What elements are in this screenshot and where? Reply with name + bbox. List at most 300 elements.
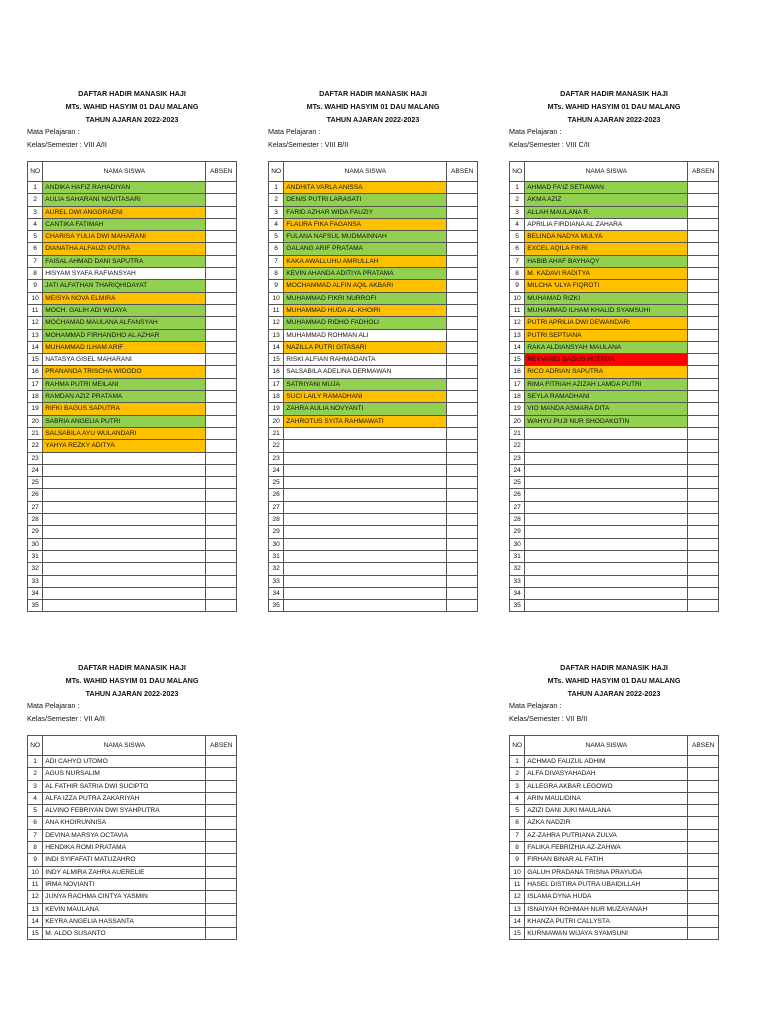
table-row — [510, 538, 719, 550]
row-number: 14 — [269, 341, 284, 353]
absen-cell[interactable] — [688, 903, 719, 915]
absen-cell[interactable] — [206, 915, 237, 927]
absen-cell[interactable] — [206, 378, 237, 390]
absen-cell[interactable] — [447, 391, 478, 403]
absen-cell[interactable] — [447, 280, 478, 292]
table-row — [510, 805, 719, 817]
student-name: DEVINA MARSYA OCTAVIA — [43, 829, 206, 841]
row-number: 24 — [510, 464, 525, 476]
sheet-title: DAFTAR HADIR MANASIK HAJI — [560, 89, 668, 98]
student-name: FULANA NAFSUL MUDMAINNAH — [284, 231, 447, 243]
student-name: M. KADAVI RADITYA — [525, 268, 688, 280]
absen-cell[interactable] — [688, 891, 719, 903]
table-row — [28, 452, 237, 464]
absen-cell[interactable] — [447, 587, 478, 599]
student-name: CHARISA YULIA DWI MAHARANI — [43, 231, 206, 243]
student-name — [525, 600, 688, 612]
student-name: KEVIN MAULANA — [43, 903, 206, 915]
row-number: 1 — [510, 182, 525, 194]
row-number: 19 — [269, 403, 284, 415]
absen-cell[interactable] — [447, 378, 478, 390]
row-number: 25 — [510, 477, 525, 489]
absen-cell[interactable] — [688, 218, 719, 230]
absen-cell[interactable] — [447, 255, 478, 267]
absen-cell[interactable] — [206, 854, 237, 866]
student-name: KEVIN AHANDA ADITIYA PRATAMA — [284, 268, 447, 280]
absen-cell[interactable] — [688, 304, 719, 316]
row-number: 10 — [28, 866, 43, 878]
student-name: MOCHAMAD MAULANA ALFANSYAH — [43, 317, 206, 329]
row-number: 9 — [510, 854, 525, 866]
table-row — [510, 587, 719, 599]
row-number: 2 — [269, 194, 284, 206]
absen-cell[interactable] — [447, 427, 478, 439]
absen-cell[interactable] — [206, 452, 237, 464]
absen-cell[interactable] — [688, 550, 719, 562]
student-name: REYVANDI BAGUS HUTAMA — [525, 354, 688, 366]
column-header-no: NO — [28, 162, 43, 182]
absen-cell[interactable] — [206, 514, 237, 526]
absen-cell[interactable] — [688, 928, 719, 940]
row-number: 2 — [28, 768, 43, 780]
row-number: 16 — [28, 366, 43, 378]
absen-cell[interactable] — [688, 878, 719, 890]
student-name — [43, 526, 206, 538]
table-row — [28, 891, 237, 903]
absen-cell[interactable] — [206, 206, 237, 218]
student-name: RIFKI BAGUS SAPUTRA — [43, 403, 206, 415]
row-number: 20 — [28, 415, 43, 427]
student-name: SABRIA ANGELIA PUTRI — [43, 415, 206, 427]
student-name: MUHAMMAD HUDA AL-KHOIRI — [284, 304, 447, 316]
table-row — [28, 575, 237, 587]
row-number: 32 — [510, 563, 525, 575]
student-name: RAMDAN AZIZ PRATAMA — [43, 391, 206, 403]
absen-cell[interactable] — [206, 243, 237, 255]
absen-cell[interactable] — [688, 354, 719, 366]
absen-cell[interactable] — [206, 489, 237, 501]
absen-cell[interactable] — [206, 280, 237, 292]
absen-cell[interactable] — [447, 194, 478, 206]
absen-cell[interactable] — [206, 768, 237, 780]
row-number: 9 — [28, 854, 43, 866]
absen-cell[interactable] — [688, 768, 719, 780]
absen-cell[interactable] — [206, 268, 237, 280]
absen-cell[interactable] — [447, 206, 478, 218]
absen-cell[interactable] — [447, 218, 478, 230]
student-name: ANDHITA VARLA ANISSA — [284, 182, 447, 194]
table-row — [269, 292, 478, 304]
subject-label: Mata Pelajaran : — [27, 127, 80, 136]
absen-cell[interactable] — [447, 489, 478, 501]
absen-cell[interactable] — [688, 440, 719, 452]
student-name — [284, 514, 447, 526]
student-name: MUHAMMAD ILHAM ARIF — [43, 341, 206, 353]
absen-cell[interactable] — [688, 464, 719, 476]
student-name: ALFA DIVASYAHADAH — [525, 768, 688, 780]
table-row — [269, 514, 478, 526]
student-name — [284, 452, 447, 464]
absen-cell[interactable] — [206, 928, 237, 940]
absen-cell[interactable] — [447, 575, 478, 587]
table-row — [269, 194, 478, 206]
absen-cell[interactable] — [447, 317, 478, 329]
column-header-no: NO — [510, 162, 525, 182]
table-row — [510, 255, 719, 267]
absen-cell[interactable] — [206, 756, 237, 768]
row-number: 30 — [28, 538, 43, 550]
table-row — [28, 427, 237, 439]
absen-cell[interactable] — [206, 427, 237, 439]
absen-cell[interactable] — [447, 600, 478, 612]
column-header-name: NAMA SISWA — [284, 162, 447, 182]
table-row — [28, 854, 237, 866]
table-row — [510, 341, 719, 353]
absen-cell[interactable] — [447, 231, 478, 243]
student-name: KURNIAWAN WIJAYA SYAMSUNI — [525, 928, 688, 940]
absen-cell[interactable] — [206, 501, 237, 513]
absen-cell[interactable] — [206, 255, 237, 267]
absen-cell[interactable] — [688, 292, 719, 304]
attendance-table — [268, 161, 478, 612]
absen-cell[interactable] — [447, 304, 478, 316]
absen-cell[interactable] — [688, 526, 719, 538]
student-name: ISLAMA DYNA HUDA — [525, 891, 688, 903]
row-number: 6 — [28, 817, 43, 829]
row-number: 33 — [28, 575, 43, 587]
row-number: 8 — [28, 842, 43, 854]
table-row — [510, 194, 719, 206]
absen-cell[interactable] — [688, 817, 719, 829]
table-row — [28, 292, 237, 304]
absen-cell[interactable] — [688, 206, 719, 218]
table-row — [28, 928, 237, 940]
table-header-row — [28, 736, 237, 756]
absen-cell[interactable] — [688, 489, 719, 501]
student-name — [43, 489, 206, 501]
school-name: MTs. WAHID HASYIM 01 DAU MALANG — [65, 102, 199, 111]
absen-cell[interactable] — [206, 550, 237, 562]
absen-cell[interactable] — [447, 464, 478, 476]
row-number: 26 — [510, 489, 525, 501]
table-row — [28, 378, 237, 390]
absen-cell[interactable] — [688, 182, 719, 194]
table-row — [28, 464, 237, 476]
absen-cell[interactable] — [688, 514, 719, 526]
table-row — [510, 600, 719, 612]
absen-cell[interactable] — [206, 842, 237, 854]
absen-cell[interactable] — [447, 452, 478, 464]
table-row — [28, 866, 237, 878]
student-name — [43, 575, 206, 587]
absen-cell[interactable] — [206, 329, 237, 341]
absen-cell[interactable] — [688, 538, 719, 550]
row-number: 21 — [510, 427, 525, 439]
table-row — [269, 231, 478, 243]
student-name — [284, 600, 447, 612]
absen-cell[interactable] — [688, 329, 719, 341]
absen-cell[interactable] — [206, 304, 237, 316]
row-number: 8 — [28, 268, 43, 280]
absen-cell[interactable] — [688, 341, 719, 353]
absen-cell[interactable] — [206, 464, 237, 476]
table-row — [28, 563, 237, 575]
row-number: 4 — [510, 218, 525, 230]
student-name — [43, 477, 206, 489]
student-name — [525, 427, 688, 439]
row-number: 16 — [510, 366, 525, 378]
absen-cell[interactable] — [447, 501, 478, 513]
student-name: KHANZA PUTRI CALLYSTA — [525, 915, 688, 927]
table-header-row — [510, 162, 719, 182]
absen-cell[interactable] — [206, 538, 237, 550]
absen-cell[interactable] — [206, 526, 237, 538]
row-number: 10 — [510, 292, 525, 304]
row-number: 5 — [28, 231, 43, 243]
student-name: SALSABILA ADELINA DERMAWAN — [284, 366, 447, 378]
absen-cell[interactable] — [688, 915, 719, 927]
student-name: RICO ADRIAN SAPUTRA — [525, 366, 688, 378]
row-number: 29 — [269, 526, 284, 538]
subject-label: Mata Pelajaran : — [509, 701, 562, 710]
student-name: ALLEGRA AKBAR LEGOWO — [525, 780, 688, 792]
absen-cell[interactable] — [688, 477, 719, 489]
student-name — [284, 563, 447, 575]
table-row — [510, 891, 719, 903]
table-row — [269, 354, 478, 366]
table-row — [28, 280, 237, 292]
academic-year: TAHUN AJARAN 2022-2023 — [567, 689, 661, 698]
absen-cell[interactable] — [688, 563, 719, 575]
absen-cell[interactable] — [447, 415, 478, 427]
row-number: 11 — [28, 304, 43, 316]
absen-cell[interactable] — [206, 575, 237, 587]
absen-cell[interactable] — [688, 501, 719, 513]
absen-cell[interactable] — [206, 218, 237, 230]
table-header-row — [510, 736, 719, 756]
student-name — [525, 538, 688, 550]
absen-cell[interactable] — [447, 329, 478, 341]
student-name: ALFA IZZA PUTRA ZAKARIYAH — [43, 792, 206, 804]
column-header-absen: ABSEN — [447, 162, 478, 182]
absen-cell[interactable] — [206, 391, 237, 403]
table-row — [269, 538, 478, 550]
absen-cell[interactable] — [688, 842, 719, 854]
absen-cell[interactable] — [688, 452, 719, 464]
table-row — [510, 427, 719, 439]
absen-cell[interactable] — [206, 366, 237, 378]
table-row — [28, 231, 237, 243]
absen-cell[interactable] — [206, 903, 237, 915]
absen-cell[interactable] — [688, 866, 719, 878]
row-number: 21 — [269, 427, 284, 439]
table-row — [510, 391, 719, 403]
student-name — [43, 600, 206, 612]
absen-cell[interactable] — [688, 587, 719, 599]
row-number: 26 — [28, 489, 43, 501]
row-number: 14 — [510, 915, 525, 927]
table-row — [510, 878, 719, 890]
student-name: FIRHAN BINAR AL FATIH — [525, 854, 688, 866]
table-header-row — [28, 162, 237, 182]
student-name: IRMA NOVIANTI — [43, 878, 206, 890]
table-row — [510, 756, 719, 768]
row-number: 17 — [510, 378, 525, 390]
table-row — [28, 354, 237, 366]
absen-cell[interactable] — [206, 780, 237, 792]
table-row — [510, 842, 719, 854]
student-name — [284, 440, 447, 452]
table-row — [28, 218, 237, 230]
row-number: 6 — [510, 817, 525, 829]
absen-cell[interactable] — [206, 317, 237, 329]
absen-cell[interactable] — [447, 354, 478, 366]
table-row — [510, 440, 719, 452]
absen-cell[interactable] — [447, 366, 478, 378]
absen-cell[interactable] — [688, 268, 719, 280]
absen-cell[interactable] — [688, 391, 719, 403]
absen-cell[interactable] — [688, 255, 719, 267]
student-name — [525, 477, 688, 489]
absen-cell[interactable] — [206, 587, 237, 599]
row-number: 21 — [28, 427, 43, 439]
absen-cell[interactable] — [688, 243, 719, 255]
absen-cell[interactable] — [447, 477, 478, 489]
absen-cell[interactable] — [688, 854, 719, 866]
absen-cell[interactable] — [206, 891, 237, 903]
student-name — [284, 477, 447, 489]
absen-cell[interactable] — [206, 866, 237, 878]
absen-cell[interactable] — [206, 440, 237, 452]
student-name — [525, 514, 688, 526]
absen-cell[interactable] — [206, 878, 237, 890]
absen-cell[interactable] — [447, 243, 478, 255]
absen-cell[interactable] — [688, 366, 719, 378]
absen-cell[interactable] — [688, 415, 719, 427]
student-name: PRANANDA TRISCHA WIDODO — [43, 366, 206, 378]
row-number: 28 — [28, 514, 43, 526]
absen-cell[interactable] — [688, 600, 719, 612]
student-name: ZAHRA AULIA NOVYANTI — [284, 403, 447, 415]
absen-cell[interactable] — [447, 440, 478, 452]
student-name: FALIKA FEBRIZHIA AZ-ZAHWA — [525, 842, 688, 854]
row-number: 6 — [28, 243, 43, 255]
absen-cell[interactable] — [688, 792, 719, 804]
absen-cell[interactable] — [688, 231, 719, 243]
absen-cell[interactable] — [688, 427, 719, 439]
student-name: APRILIA FIRDIANA AL ZAHARA — [525, 218, 688, 230]
table-row — [269, 182, 478, 194]
absen-cell[interactable] — [447, 403, 478, 415]
row-number: 13 — [510, 903, 525, 915]
table-row — [510, 817, 719, 829]
table-row — [510, 550, 719, 562]
absen-cell[interactable] — [447, 526, 478, 538]
row-number: 15 — [28, 354, 43, 366]
table-row — [28, 329, 237, 341]
row-number: 7 — [28, 255, 43, 267]
absen-cell[interactable] — [688, 756, 719, 768]
absen-cell[interactable] — [206, 194, 237, 206]
absen-cell[interactable] — [447, 514, 478, 526]
absen-cell[interactable] — [688, 280, 719, 292]
attendance-table — [509, 735, 719, 940]
absen-cell[interactable] — [206, 563, 237, 575]
absen-cell[interactable] — [447, 268, 478, 280]
student-name: AUREL DWI ANGGRAENI — [43, 206, 206, 218]
table-row — [269, 378, 478, 390]
absen-cell[interactable] — [206, 805, 237, 817]
absen-cell[interactable] — [206, 817, 237, 829]
student-name: NAZILLA PUTRI GITASARI — [284, 341, 447, 353]
row-number: 34 — [269, 587, 284, 599]
student-name — [284, 489, 447, 501]
row-number: 7 — [510, 829, 525, 841]
absen-cell[interactable] — [206, 292, 237, 304]
absen-cell[interactable] — [688, 378, 719, 390]
absen-cell[interactable] — [447, 292, 478, 304]
absen-cell[interactable] — [688, 829, 719, 841]
student-name: AZIZI DANI JUKI MAULANA — [525, 805, 688, 817]
row-number: 15 — [510, 928, 525, 940]
absen-cell[interactable] — [688, 403, 719, 415]
row-number: 19 — [28, 403, 43, 415]
absen-cell[interactable] — [447, 563, 478, 575]
absen-cell[interactable] — [206, 600, 237, 612]
school-name: MTs. WAHID HASYIM 01 DAU MALANG — [306, 102, 440, 111]
absen-cell[interactable] — [447, 538, 478, 550]
student-name — [525, 563, 688, 575]
absen-cell[interactable] — [447, 182, 478, 194]
table-row — [269, 218, 478, 230]
table-row — [510, 354, 719, 366]
absen-cell[interactable] — [206, 477, 237, 489]
student-name — [284, 427, 447, 439]
absen-cell[interactable] — [206, 415, 237, 427]
table-row — [28, 255, 237, 267]
student-name: MUHAMMAD FIKRI NURROFI — [284, 292, 447, 304]
absen-cell[interactable] — [206, 341, 237, 353]
absen-cell[interactable] — [447, 341, 478, 353]
absen-cell[interactable] — [206, 182, 237, 194]
table-row — [28, 842, 237, 854]
row-number: 31 — [510, 550, 525, 562]
table-row — [28, 878, 237, 890]
absen-cell[interactable] — [688, 575, 719, 587]
row-number: 5 — [28, 805, 43, 817]
table-row — [269, 600, 478, 612]
absen-cell[interactable] — [206, 231, 237, 243]
table-row — [510, 915, 719, 927]
absen-cell[interactable] — [688, 780, 719, 792]
table-row — [510, 206, 719, 218]
row-number: 6 — [269, 243, 284, 255]
absen-cell[interactable] — [688, 317, 719, 329]
student-name: RIMA FITRIAH AZIZAH LAMDA PUTRI — [525, 378, 688, 390]
absen-cell[interactable] — [688, 805, 719, 817]
column-header-no: NO — [28, 736, 43, 756]
student-name: AGUS NURSALIM — [43, 768, 206, 780]
absen-cell[interactable] — [688, 194, 719, 206]
absen-cell[interactable] — [206, 403, 237, 415]
student-name: SATRIYANI MUJA — [284, 378, 447, 390]
absen-cell[interactable] — [206, 829, 237, 841]
absen-cell[interactable] — [206, 354, 237, 366]
absen-cell[interactable] — [447, 550, 478, 562]
table-row — [269, 550, 478, 562]
absen-cell[interactable] — [206, 792, 237, 804]
row-number: 1 — [510, 756, 525, 768]
